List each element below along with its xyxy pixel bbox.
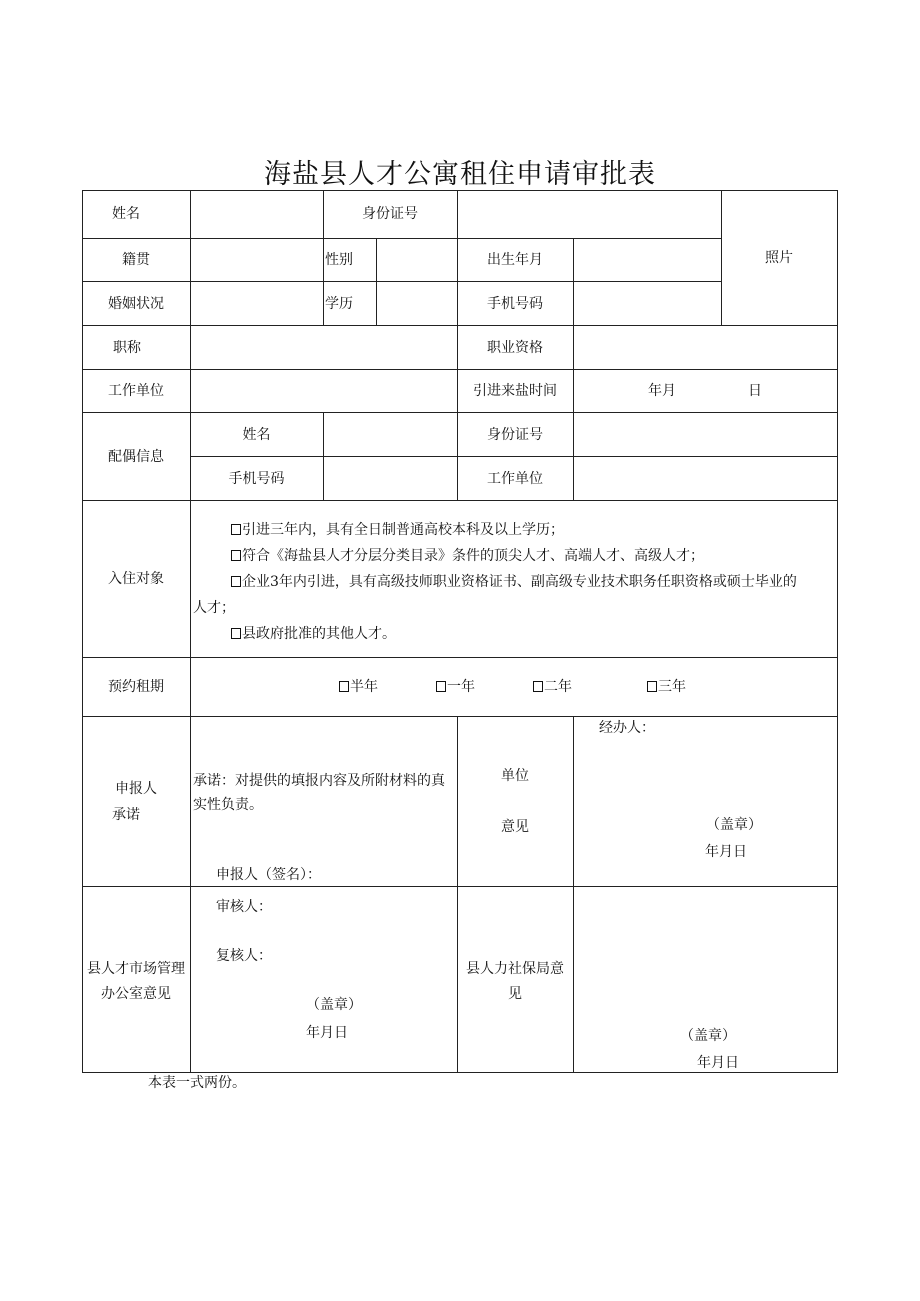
label-spouse: 配偶信息 <box>108 449 164 465</box>
table-border-top <box>82 190 838 191</box>
row-line <box>82 238 722 239</box>
promise-text-line2: 实性负责。 <box>193 797 263 813</box>
label-spouse-name: 姓名 <box>242 427 271 443</box>
col-line <box>323 412 324 500</box>
label-qualification: 职业资格 <box>487 340 543 356</box>
unit-date: 年月日 <box>705 844 747 860</box>
label-unit-opinion: 单位 <box>501 768 529 784</box>
label-native-place: 籍贯 <box>122 252 150 268</box>
checkbox[interactable] <box>436 681 446 692</box>
row-line <box>190 456 838 457</box>
label-applicant-promise-2: 承诺 <box>112 807 140 823</box>
hr-date: 年月日 <box>697 1055 739 1071</box>
market-date: 年月日 <box>306 1025 348 1041</box>
eligibility-option[interactable]: 引进三年内，具有全日制普通高校本科及以上学历； <box>193 517 835 543</box>
col-line <box>376 238 377 325</box>
checkbox[interactable] <box>231 576 241 587</box>
intro-date-year-month: 年月 <box>648 383 676 399</box>
checkbox[interactable] <box>231 550 241 561</box>
label-education: 学历 <box>325 296 353 312</box>
label-unit-opinion-2: 意见 <box>501 819 529 835</box>
footer-note: 本表一式两份。 <box>148 1075 246 1091</box>
label-spouse-phone: 手机号码 <box>228 471 285 487</box>
label-phone: 手机号码 <box>487 296 543 312</box>
label-eligibility: 入住对象 <box>108 571 164 587</box>
eligibility-options <box>193 517 835 647</box>
lease-option[interactable]: 三年 <box>647 678 686 696</box>
table-border-right <box>837 190 838 1073</box>
photo-area-label: 照片 <box>765 250 793 266</box>
page-title: 海盐县人才公寓租住申请审批表 <box>264 159 656 190</box>
lease-option[interactable]: 二年 <box>533 678 572 696</box>
lease-option[interactable]: 一年 <box>436 678 475 696</box>
row-line <box>82 657 838 658</box>
unit-seal: （盖章） <box>706 817 762 833</box>
market-seal: （盖章） <box>306 997 362 1013</box>
unit-handler: 经办人： <box>599 720 655 736</box>
row-line <box>82 716 838 717</box>
label-lease: 预约租期 <box>108 679 164 695</box>
checkbox[interactable] <box>533 681 543 692</box>
label-gender: 性别 <box>325 252 353 268</box>
label-market-office-2: 办公室意见 <box>101 986 171 1002</box>
label-birth: 出生年月 <box>487 252 543 268</box>
label-title-rank: 职称 <box>113 340 141 356</box>
eligibility-option-continued: 人才； <box>193 600 235 616</box>
row-line <box>82 412 838 413</box>
label-intro-time: 引进来盐时间 <box>473 383 557 399</box>
label-marital: 婚姻状况 <box>108 296 164 312</box>
row-line <box>82 281 722 282</box>
label-employer: 工作单位 <box>108 383 164 399</box>
label-applicant-promise: 申报人 <box>115 781 157 797</box>
label-hr-bureau: 县人力社保局意 <box>466 961 564 977</box>
eligibility-option[interactable]: 县政府批准的其他人才。 <box>193 621 835 647</box>
intro-date-day: 日 <box>748 383 762 399</box>
row-line <box>82 886 838 887</box>
row-line <box>82 325 838 326</box>
col-line <box>573 238 574 500</box>
applicant-signature: 申报人（签名）： <box>216 867 321 883</box>
eligibility-option[interactable]: 符合《海盐县人才分层分类目录》条件的顶尖人才、高端人才、高级人才； <box>193 543 835 569</box>
lease-option[interactable]: 半年 <box>339 678 378 696</box>
eligibility-option[interactable]: 企业3年内引进，具有高级技师职业资格证书、副高级专业技术职务任职资格或硕士毕业的 <box>193 569 835 595</box>
checkbox[interactable] <box>231 628 241 639</box>
checkbox[interactable] <box>339 681 349 692</box>
table-border-left <box>82 190 83 1073</box>
checkbox[interactable] <box>647 681 657 692</box>
col-line <box>190 190 191 1073</box>
col-line <box>573 716 574 1072</box>
market-reviewer: 审核人： <box>216 899 272 915</box>
promise-text-line1: 承诺：对提供的填报内容及所附材料的真 <box>193 773 445 789</box>
row-line <box>82 369 838 370</box>
row-line <box>82 500 838 501</box>
hr-seal: （盖章） <box>680 1028 736 1044</box>
checkbox[interactable] <box>231 524 241 535</box>
label-name: 姓名 <box>112 206 140 222</box>
label-hr-bureau-2: 见 <box>508 986 522 1002</box>
label-id-number: 身份证号 <box>362 206 418 222</box>
label-market-office: 县人才市场管理 <box>87 961 185 977</box>
label-spouse-id: 身份证号 <box>487 427 543 443</box>
market-rechecker: 复核人： <box>216 948 272 964</box>
label-spouse-employer: 工作单位 <box>487 471 543 487</box>
